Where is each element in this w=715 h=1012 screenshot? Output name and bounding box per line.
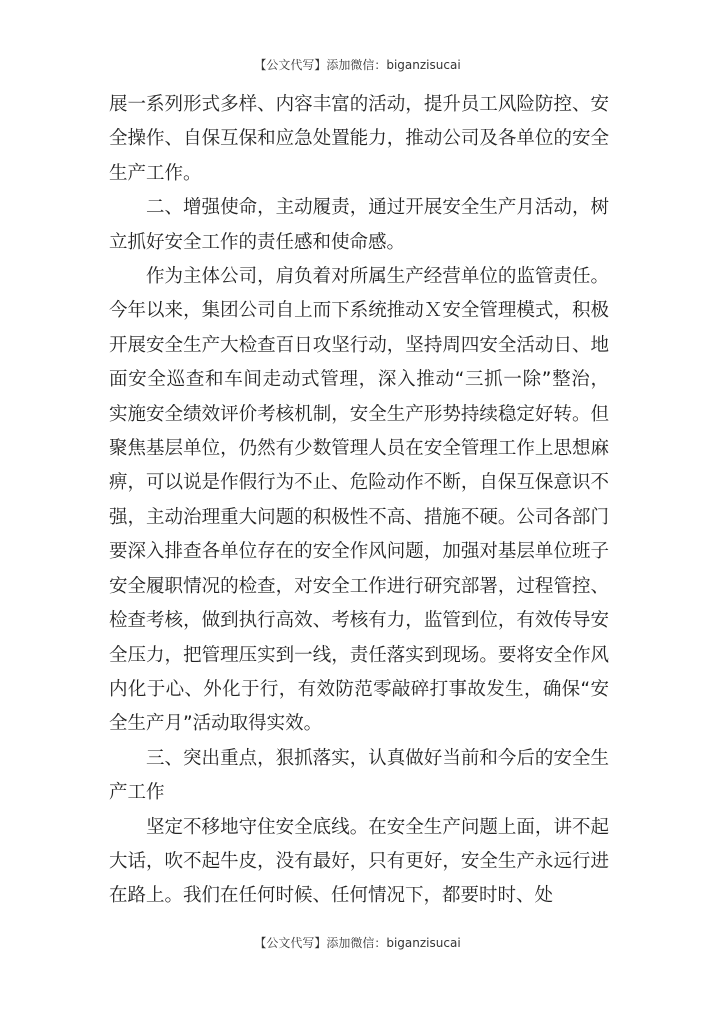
document-body — [109, 88, 609, 914]
section-heading-3: 三、突出重点，狠抓落实，认真做好当前和今后的安全生产工作 — [109, 747, 609, 804]
paragraph-safety-bottom-line: 坚定不移地守住安全底线。在安全生产问题上面，讲不起大话，吹不起牛皮，没有最好，只有更好，安全生产永远行进在路上。我们在任何时候、任何情况下，都要时时、处 — [109, 816, 609, 907]
page-header: 【公文代写】添加微信：biganzisucai — [254, 58, 461, 72]
paragraph-responsibility: 作为主体公司，肩负着对所属生产经营单位的监管责任。今年以来，集团公司自上而下系统推动Ｘ安全管理模式，积极开展安全生产大检查百日攻坚行动，坚持周四安全活动日、地面安全巡查和车间走动式管理，深入推动“三抓一除”整治，实施安全绩效评价考核机制，安全生产形势持续稳定好转。但聚焦基层单位，仍然有少数管理人员在安全管理工作上思想麻痹，可以说是作假行为不止、危险动作不断，自保互保意识不强，主动治理重大问题的积极性不高、措施不硬。公司各部门要深入排查各单位存在的安全作风问题，加强对基层单位班子安全履职情况的检查，对安全工作进行研究部署，过程管控、检查考核，做到执行高效、考核有力，监管到位，有效传导安全压力，把管理压实到一线，责任落实到现场。要将安全作风内化于心、外化于行，有效防范零敲碎打事故发生，确保“安全生产月”活动取得实效。 — [109, 266, 609, 735]
page-footer: 【公文代写】添加微信：biganzisucai — [254, 936, 461, 950]
paragraph-continuation: 展一系列形式多样、内容丰富的活动，提升员工风险防控、安全操作、自保互保和应急处置能力，推动公司及各单位的安全生产工作。 — [109, 94, 609, 184]
section-heading-2: 二、增强使命，主动履责，通过开展安全生产月活动，树立抓好安全工作的责任感和使命感。 — [109, 197, 609, 253]
